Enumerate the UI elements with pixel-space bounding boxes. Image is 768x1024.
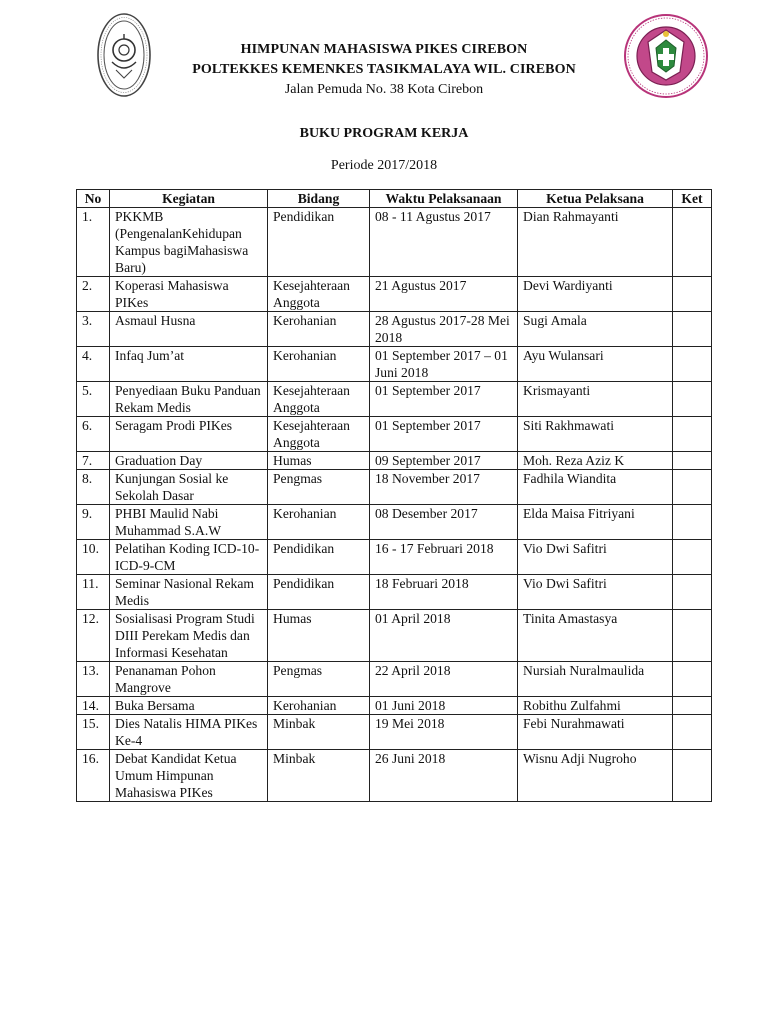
cell-kegiatan: Asmaul Husna [110,312,268,347]
cell-ket [673,505,712,540]
table-header-row [77,190,712,208]
table-row [77,575,712,610]
cell-ket [673,610,712,662]
cell-kegiatan: Seragam Prodi PIKes [110,417,268,452]
cell-no: 15. [77,715,110,750]
cell-waktu: 01 September 2017 [370,382,518,417]
cell-no: 8. [77,470,110,505]
cell-ketua: Dian Rahmayanti [518,208,673,277]
table-row [77,417,712,452]
cell-ket [673,540,712,575]
cell-kegiatan: Penanaman Pohon Mangrove [110,662,268,697]
cell-ket [673,697,712,715]
cell-no: 7. [77,452,110,470]
cell-kegiatan: Infaq Jum’at [110,347,268,382]
header-ket: Ket [673,190,712,208]
hima-pikes-logo-icon [622,14,710,98]
cell-ket [673,452,712,470]
cell-waktu: 26 Juni 2018 [370,750,518,802]
header-bidang: Bidang [268,190,370,208]
table-row [77,452,712,470]
cell-waktu: 19 Mei 2018 [370,715,518,750]
cell-bidang: Kesejahteraan Anggota [268,417,370,452]
cell-kegiatan: Sosialisasi Program Studi DIII Perekam Medis dan Informasi Kesehatan [110,610,268,662]
cell-waktu: 18 Februari 2018 [370,575,518,610]
cell-ketua: Sugi Amala [518,312,673,347]
cell-no: 6. [77,417,110,452]
cell-bidang: Pendidikan [268,540,370,575]
cell-ketua: Fadhila Wiandita [518,470,673,505]
table-row [77,697,712,715]
header-no: No [77,190,110,208]
cell-bidang: Minbak [268,750,370,802]
cell-kegiatan: Debat Kandidat Ketua Umum Himpunan Mahasiswa PIKes [110,750,268,802]
cell-waktu: 08 - 11 Agustus 2017 [370,208,518,277]
cell-ketua: Tinita Amastasya [518,610,673,662]
cell-no: 2. [77,277,110,312]
cell-bidang: Pendidikan [268,575,370,610]
table-row [77,382,712,417]
cell-no: 12. [77,610,110,662]
cell-bidang: Minbak [268,715,370,750]
cell-waktu: 01 Juni 2018 [370,697,518,715]
cell-ketua: Devi Wardiyanti [518,277,673,312]
cell-kegiatan: PHBI Maulid Nabi Muhammad S.A.W [110,505,268,540]
cell-waktu: 18 November 2017 [370,470,518,505]
cell-bidang: Kerohanian [268,312,370,347]
document-title: BUKU PROGRAM KERJA [299,126,469,141]
cell-no: 5. [77,382,110,417]
cell-no: 1. [77,208,110,277]
cell-waktu: 16 - 17 Februari 2018 [370,540,518,575]
table-row [77,208,712,277]
table-row [77,347,712,382]
cell-ketua: Febi Nurahmawati [518,715,673,750]
program-table [76,189,712,802]
cell-no: 9. [77,505,110,540]
header-ketua: Ketua Pelaksana [518,190,673,208]
document-period: Periode 2017/2018 [330,158,438,173]
cell-no: 3. [77,312,110,347]
cell-waktu: 01 September 2017 – 01 Juni 2018 [370,347,518,382]
cell-kegiatan: Dies Natalis HIMA PIKes Ke-4 [110,715,268,750]
cell-ket [673,312,712,347]
cell-bidang: Humas [268,452,370,470]
table-row [77,540,712,575]
table-row [77,312,712,347]
address: Jalan Pemuda No. 38 Kota Cirebon [284,82,484,97]
cell-ketua: Ayu Wulansari [518,347,673,382]
letterhead [150,40,618,100]
cell-ket [673,347,712,382]
cell-ket [673,575,712,610]
cell-ketua: Wisnu Adji Nugroho [518,750,673,802]
cell-bidang: Kesejahteraan Anggota [268,277,370,312]
cell-no: 4. [77,347,110,382]
cell-waktu: 01 September 2017 [370,417,518,452]
cell-ket [673,715,712,750]
cell-bidang: Pengmas [268,470,370,505]
cell-no: 10. [77,540,110,575]
cell-no: 16. [77,750,110,802]
org-name: HIMPUNAN MAHASISWA PIKES CIREBON [240,42,528,57]
cell-bidang: Kerohanian [268,347,370,382]
cell-kegiatan: Kunjungan Sosial ke Sekolah Dasar [110,470,268,505]
cell-no: 14. [77,697,110,715]
table-row [77,505,712,540]
cell-ket [673,277,712,312]
table-row [77,662,712,697]
table-row [77,277,712,312]
poltekkes-logo-icon [96,12,152,98]
cell-ket [673,750,712,802]
cell-kegiatan: Buka Bersama [110,697,268,715]
cell-bidang: Kerohanian [268,505,370,540]
cell-kegiatan: Koperasi Mahasiswa PIKes [110,277,268,312]
table-row [77,610,712,662]
cell-kegiatan: Graduation Day [110,452,268,470]
table-row [77,715,712,750]
cell-ketua: Siti Rakhmawati [518,417,673,452]
cell-bidang: Pendidikan [268,208,370,277]
header-kegiatan: Kegiatan [110,190,268,208]
cell-no: 11. [77,575,110,610]
header-waktu: Waktu Pelaksanaan [370,190,518,208]
cell-ket [673,470,712,505]
cell-bidang: Humas [268,610,370,662]
table-row [77,750,712,802]
cell-ketua: Robithu Zulfahmi [518,697,673,715]
institution-name: POLTEKKES KEMENKES TASIKMALAYA WIL. CIREBON [192,62,576,77]
cell-ketua: Vio Dwi Safitri [518,575,673,610]
cell-waktu: 09 September 2017 [370,452,518,470]
cell-kegiatan: Penyediaan Buku Panduan Rekam Medis [110,382,268,417]
cell-kegiatan: PKKMB (PengenalanKehidupan Kampus bagiMahasiswa Baru) [110,208,268,277]
cell-ketua: Vio Dwi Safitri [518,540,673,575]
cell-ketua: Krismayanti [518,382,673,417]
cell-waktu: 21 Agustus 2017 [370,277,518,312]
cell-ket [673,417,712,452]
cell-waktu: 22 April 2018 [370,662,518,697]
cell-bidang: Kerohanian [268,697,370,715]
cell-ketua: Moh. Reza Aziz K [518,452,673,470]
cell-ket [673,382,712,417]
cell-bidang: Kesejahteraan Anggota [268,382,370,417]
cell-ketua: Elda Maisa Fitriyani [518,505,673,540]
cell-waktu: 01 April 2018 [370,610,518,662]
cell-ketua: Nursiah Nuralmaulida [518,662,673,697]
cell-kegiatan: Pelatihan Koding ICD-10-ICD-9-CM [110,540,268,575]
cell-kegiatan: Seminar Nasional Rekam Medis [110,575,268,610]
cell-no: 13. [77,662,110,697]
table-row [77,470,712,505]
cell-bidang: Pengmas [268,662,370,697]
cell-waktu: 28 Agustus 2017-28 Mei 2018 [370,312,518,347]
cell-ket [673,208,712,277]
cell-ket [673,662,712,697]
cell-waktu: 08 Desember 2017 [370,505,518,540]
